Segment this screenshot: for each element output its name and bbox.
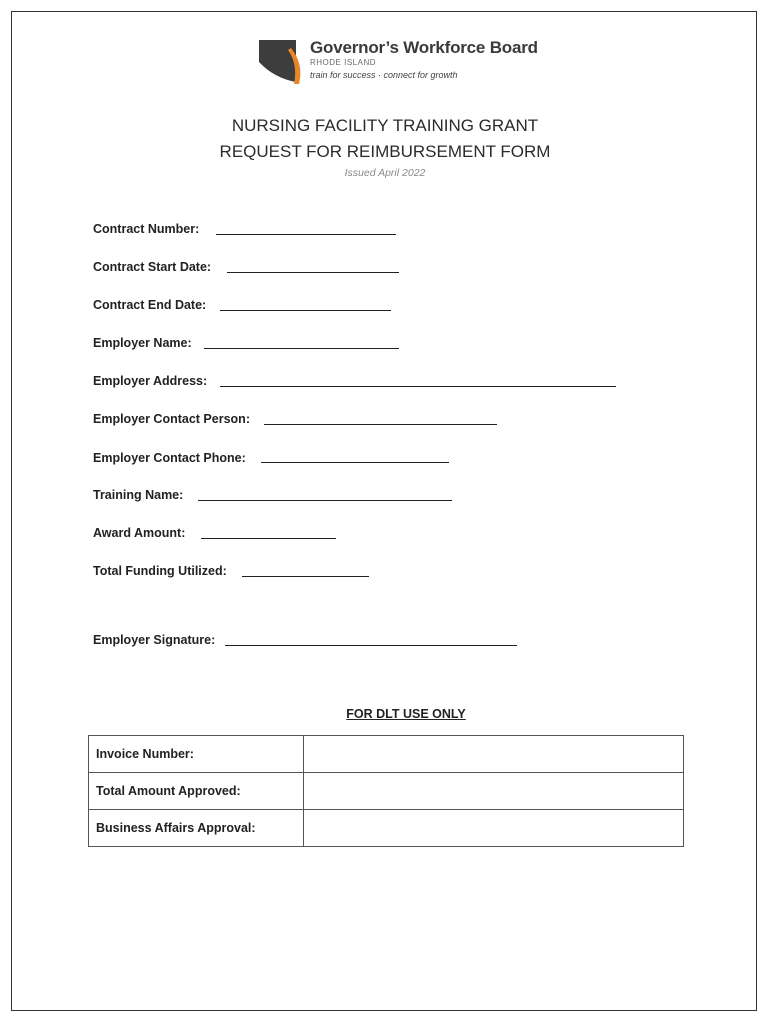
table-row [89,810,684,847]
employer-contact-person-label: Employer Contact Person: [93,412,250,426]
logo-state: RHODE ISLAND [310,58,377,67]
total-funding-utilized-line[interactable] [242,576,369,577]
form-title-line1: NURSING FACILITY TRAINING GRANT [231,116,539,135]
employer-signature-line[interactable] [225,645,517,646]
contract-start-date-line[interactable] [227,272,399,273]
employer-address-label: Employer Address: [93,374,208,388]
employer-address-line[interactable] [220,386,616,387]
table-row [89,773,684,810]
total-amount-approved-label: Total Amount Approved: [89,773,304,810]
business-affairs-approval-cell[interactable] [304,810,684,847]
dlt-use-only-heading: FOR DLT USE ONLY [346,707,466,721]
contract-number-line[interactable] [216,234,396,235]
contract-start-date-label: Contract Start Date: [93,260,212,274]
employer-contact-phone-label: Employer Contact Phone: [93,451,246,465]
business-affairs-approval-label: Business Affairs Approval: [89,810,304,847]
employer-contact-person-line[interactable] [264,424,497,425]
employer-name-label: Employer Name: [93,336,192,350]
gwb-logo [258,38,538,88]
issued-date: Issued April 2022 [344,167,426,179]
invoice-number-cell[interactable] [304,736,684,773]
contract-end-date-line[interactable] [220,310,391,311]
contract-number-label: Contract Number: [93,222,200,236]
employer-contact-phone-line[interactable] [261,462,449,463]
logo-tagline: train for success · connect for growth [310,70,458,80]
form-title-line2: REQUEST FOR REIMBURSEMENT FORM [219,142,551,161]
employer-signature-label: Employer Signature: [93,633,216,647]
employer-name-line[interactable] [204,348,399,349]
training-name-label: Training Name: [93,488,184,502]
dlt-table [88,735,684,847]
training-name-line[interactable] [198,500,452,501]
total-amount-approved-cell[interactable] [304,773,684,810]
invoice-number-label: Invoice Number: [89,736,304,773]
total-funding-utilized-label: Total Funding Utilized: [93,564,227,578]
table-row [89,736,684,773]
contract-end-date-label: Contract End Date: [93,298,207,312]
award-amount-label: Award Amount: [93,526,186,540]
logo-mark-icon [258,38,304,84]
logo-name: Governor’s Workforce Board [310,38,538,57]
award-amount-line[interactable] [201,538,336,539]
